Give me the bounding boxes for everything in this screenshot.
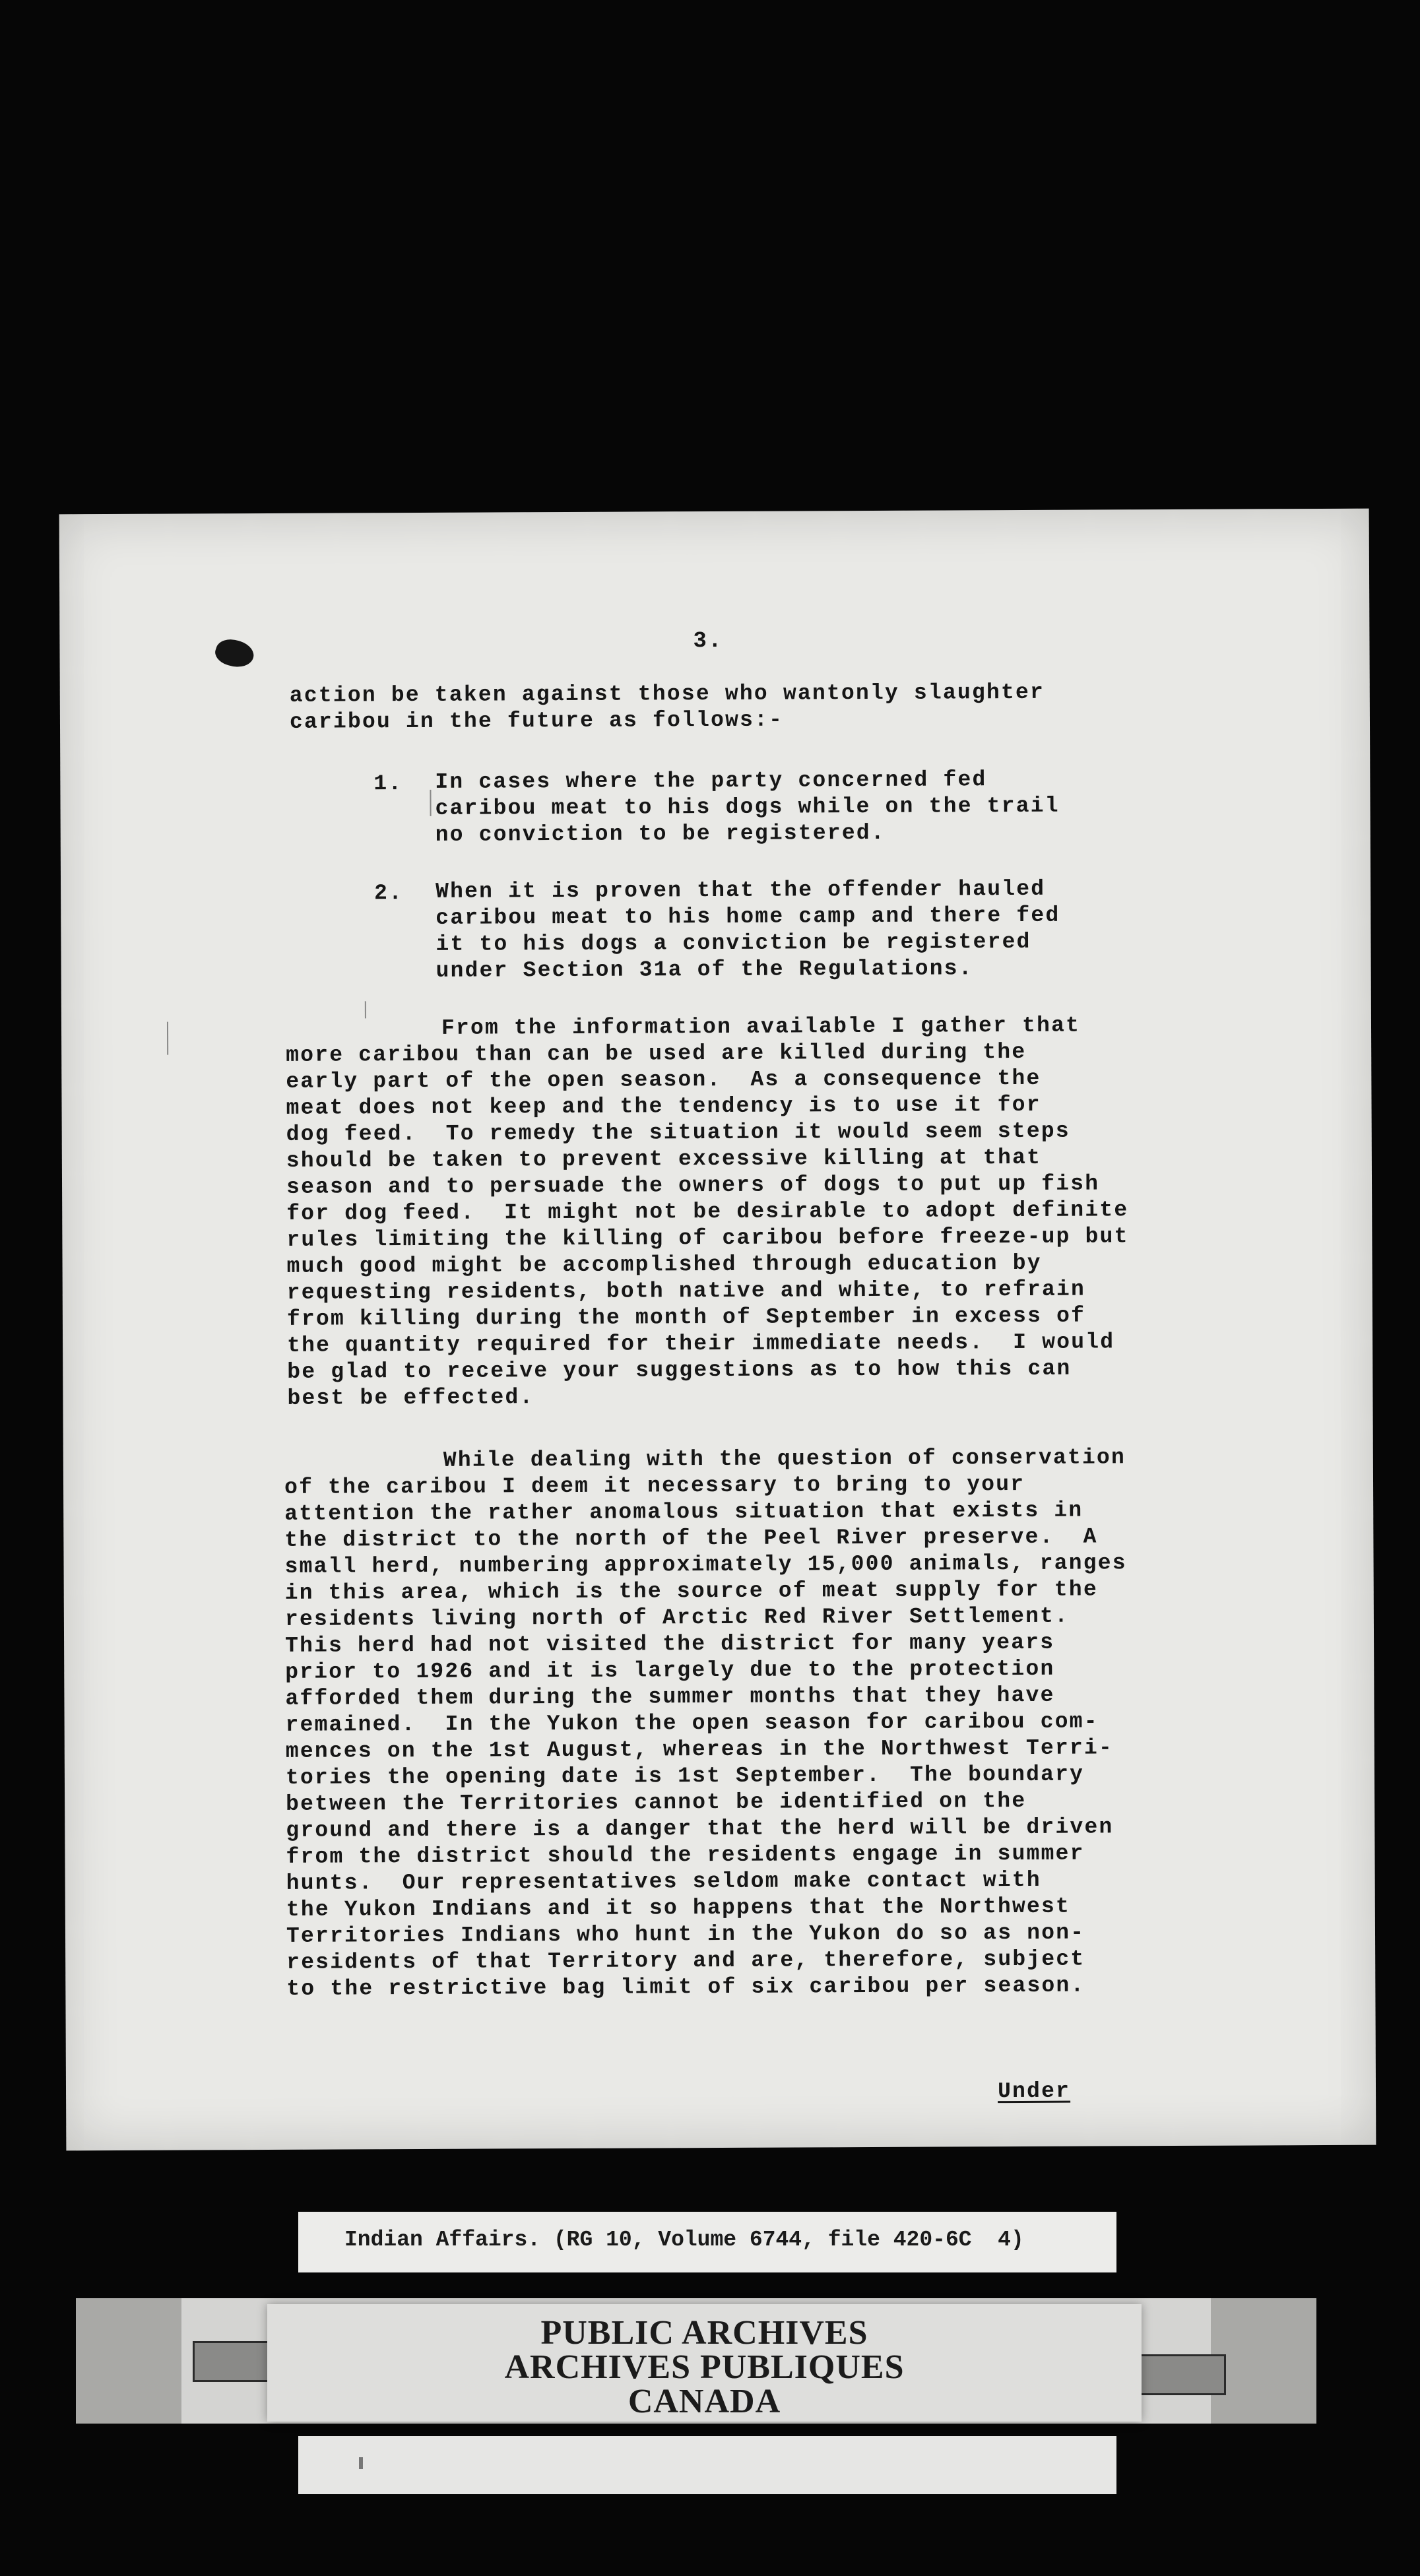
item-2-line: it to his dogs a conviction be registered [436,929,1031,957]
paragraph-2-line: ground and there is a danger that the herd will be driven [286,1815,1114,1843]
item-1-line: no conviction to be registered. [435,820,886,847]
item-2-number: 2. [374,881,404,906]
item-1-line: In cases where the party concerned fed [435,767,987,794]
paragraph-2-line: attention the rather anomalous situation that exists in [284,1498,1083,1526]
stamp-line-1: PUBLIC ARCHIVES [540,2314,868,2352]
item-1-number: 1. [373,771,403,796]
ink-blot [212,635,257,672]
paragraph-1-line: from killing during the month of September in excess of [286,1303,1086,1332]
paragraph-1-line: From the information available I gather that [441,1013,1081,1041]
paragraph-2-line: small herd, numbering approximately 15,000 animals, ranges [284,1551,1127,1579]
paragraph-2-line: from the district should the residents engage in summer [286,1841,1085,1869]
intro-line: caribou in the future as follows:- [289,707,784,734]
stamp-left-panel [76,2298,181,2424]
stamp-line-2: ARCHIVES PUBLIQUES [504,2348,905,2386]
paragraph-1-line: rules limiting the killing of caribou before freeze-up but [286,1224,1129,1252]
paragraph-1-line: be glad to receive your suggestions as to how this can [287,1356,1072,1384]
stamp-line-3: CANADA [628,2383,781,2420]
paragraph-1-line: season and to persuade the owners of dogs to put up fish [286,1171,1100,1200]
page-number: 3. [693,628,723,655]
paragraph-2-line: hunts. Our representatives seldom make contact with [286,1867,1041,1896]
bottom-strip [298,2436,1116,2494]
stray-mark [167,1022,168,1055]
paragraph-2-line: Territories Indians who hunt in the Yukon do so as non- [286,1920,1085,1948]
archive-caption-strip [298,2212,1116,2272]
item-2-line: under Section 31a of the Regulations. [436,956,973,983]
intro-line: action be taken against those who wantonly slaughter [289,680,1045,708]
paragraph-2-line: in this area, which is the source of meat supply for the [284,1577,1098,1605]
catchword: Under [997,2078,1071,2104]
typed-text-area [59,509,1376,2151]
paragraph-2-line: residents living north of Arctic Red River Settlement. [284,1603,1070,1632]
document-sheet [59,509,1376,2151]
paragraph-1-line: the quantity required for their immediate needs. I would [287,1330,1115,1358]
stray-mark [359,2457,363,2469]
paragraph-2-line: tories the opening date is 1st September. The boundary [285,1762,1085,1790]
stray-mark [430,790,431,816]
paragraph-2-line: of the caribou I deem it necessary to bring to your [284,1471,1025,1500]
paragraph-2-line: mences on the 1st August, whereas in the Northwest Terri- [285,1735,1114,1764]
paragraph-1-line: much good might be accomplished through education by [286,1250,1042,1279]
archive-stamp [267,2304,1142,2422]
paragraph-1-line: requesting residents, both native and white, to refrain [286,1277,1086,1305]
stamp-right-panel [1211,2298,1316,2424]
paragraph-2-line: the district to the north of the Peel River preserve. A [284,1524,1098,1553]
paragraph-2-line: to the restrictive bag limit of six caribou per season. [286,1973,1085,2001]
paragraph-2-line: the Yukon Indians and it so happens that the Northwest [286,1894,1071,1922]
paragraph-1-line: should be taken to prevent excessive killing at that [286,1145,1042,1173]
paragraph-1-line: dog feed. To remedy the situation it would seem steps [286,1118,1070,1147]
paragraph-1-line: more caribou than can be used are killed during the [286,1039,1027,1068]
paragraph-2-line: residents of that Territory and are, therefore, subject [286,1947,1085,1975]
paragraph-1-line: for dog feed. It might not be desirable to adopt definite [286,1198,1129,1226]
item-2-line: When it is proven that the offender hauled [436,876,1046,904]
paragraph-1-line: meat does not keep and the tendency is to use it for [286,1092,1041,1120]
paragraph-1-line: best be effected. [287,1385,534,1411]
paragraph-2-line: While dealing with the question of conservation [443,1445,1126,1473]
paragraph-2-line: afforded them during the summer months that they have [285,1683,1055,1711]
item-2-line: caribou meat to his home camp and there fed [436,903,1060,930]
item-1-line: caribou meat to his dogs while on the trail [435,793,1060,821]
archive-caption: Indian Affairs. (RG 10, Volume 6744, file 420-6C 4) [344,2228,1024,2252]
paragraph-2-line: This herd had not visited the district for many years [285,1630,1055,1658]
paragraph-1-line: early part of the open season. As a consequence the [286,1066,1041,1094]
paragraph-2-line: remained. In the Yukon the open season for caribou com- [285,1709,1099,1737]
paragraph-2-line: prior to 1926 and it is largely due to the protection [285,1656,1055,1685]
paragraph-2-line: between the Territories cannot be identified on the [286,1788,1027,1817]
stray-mark [365,1001,366,1018]
